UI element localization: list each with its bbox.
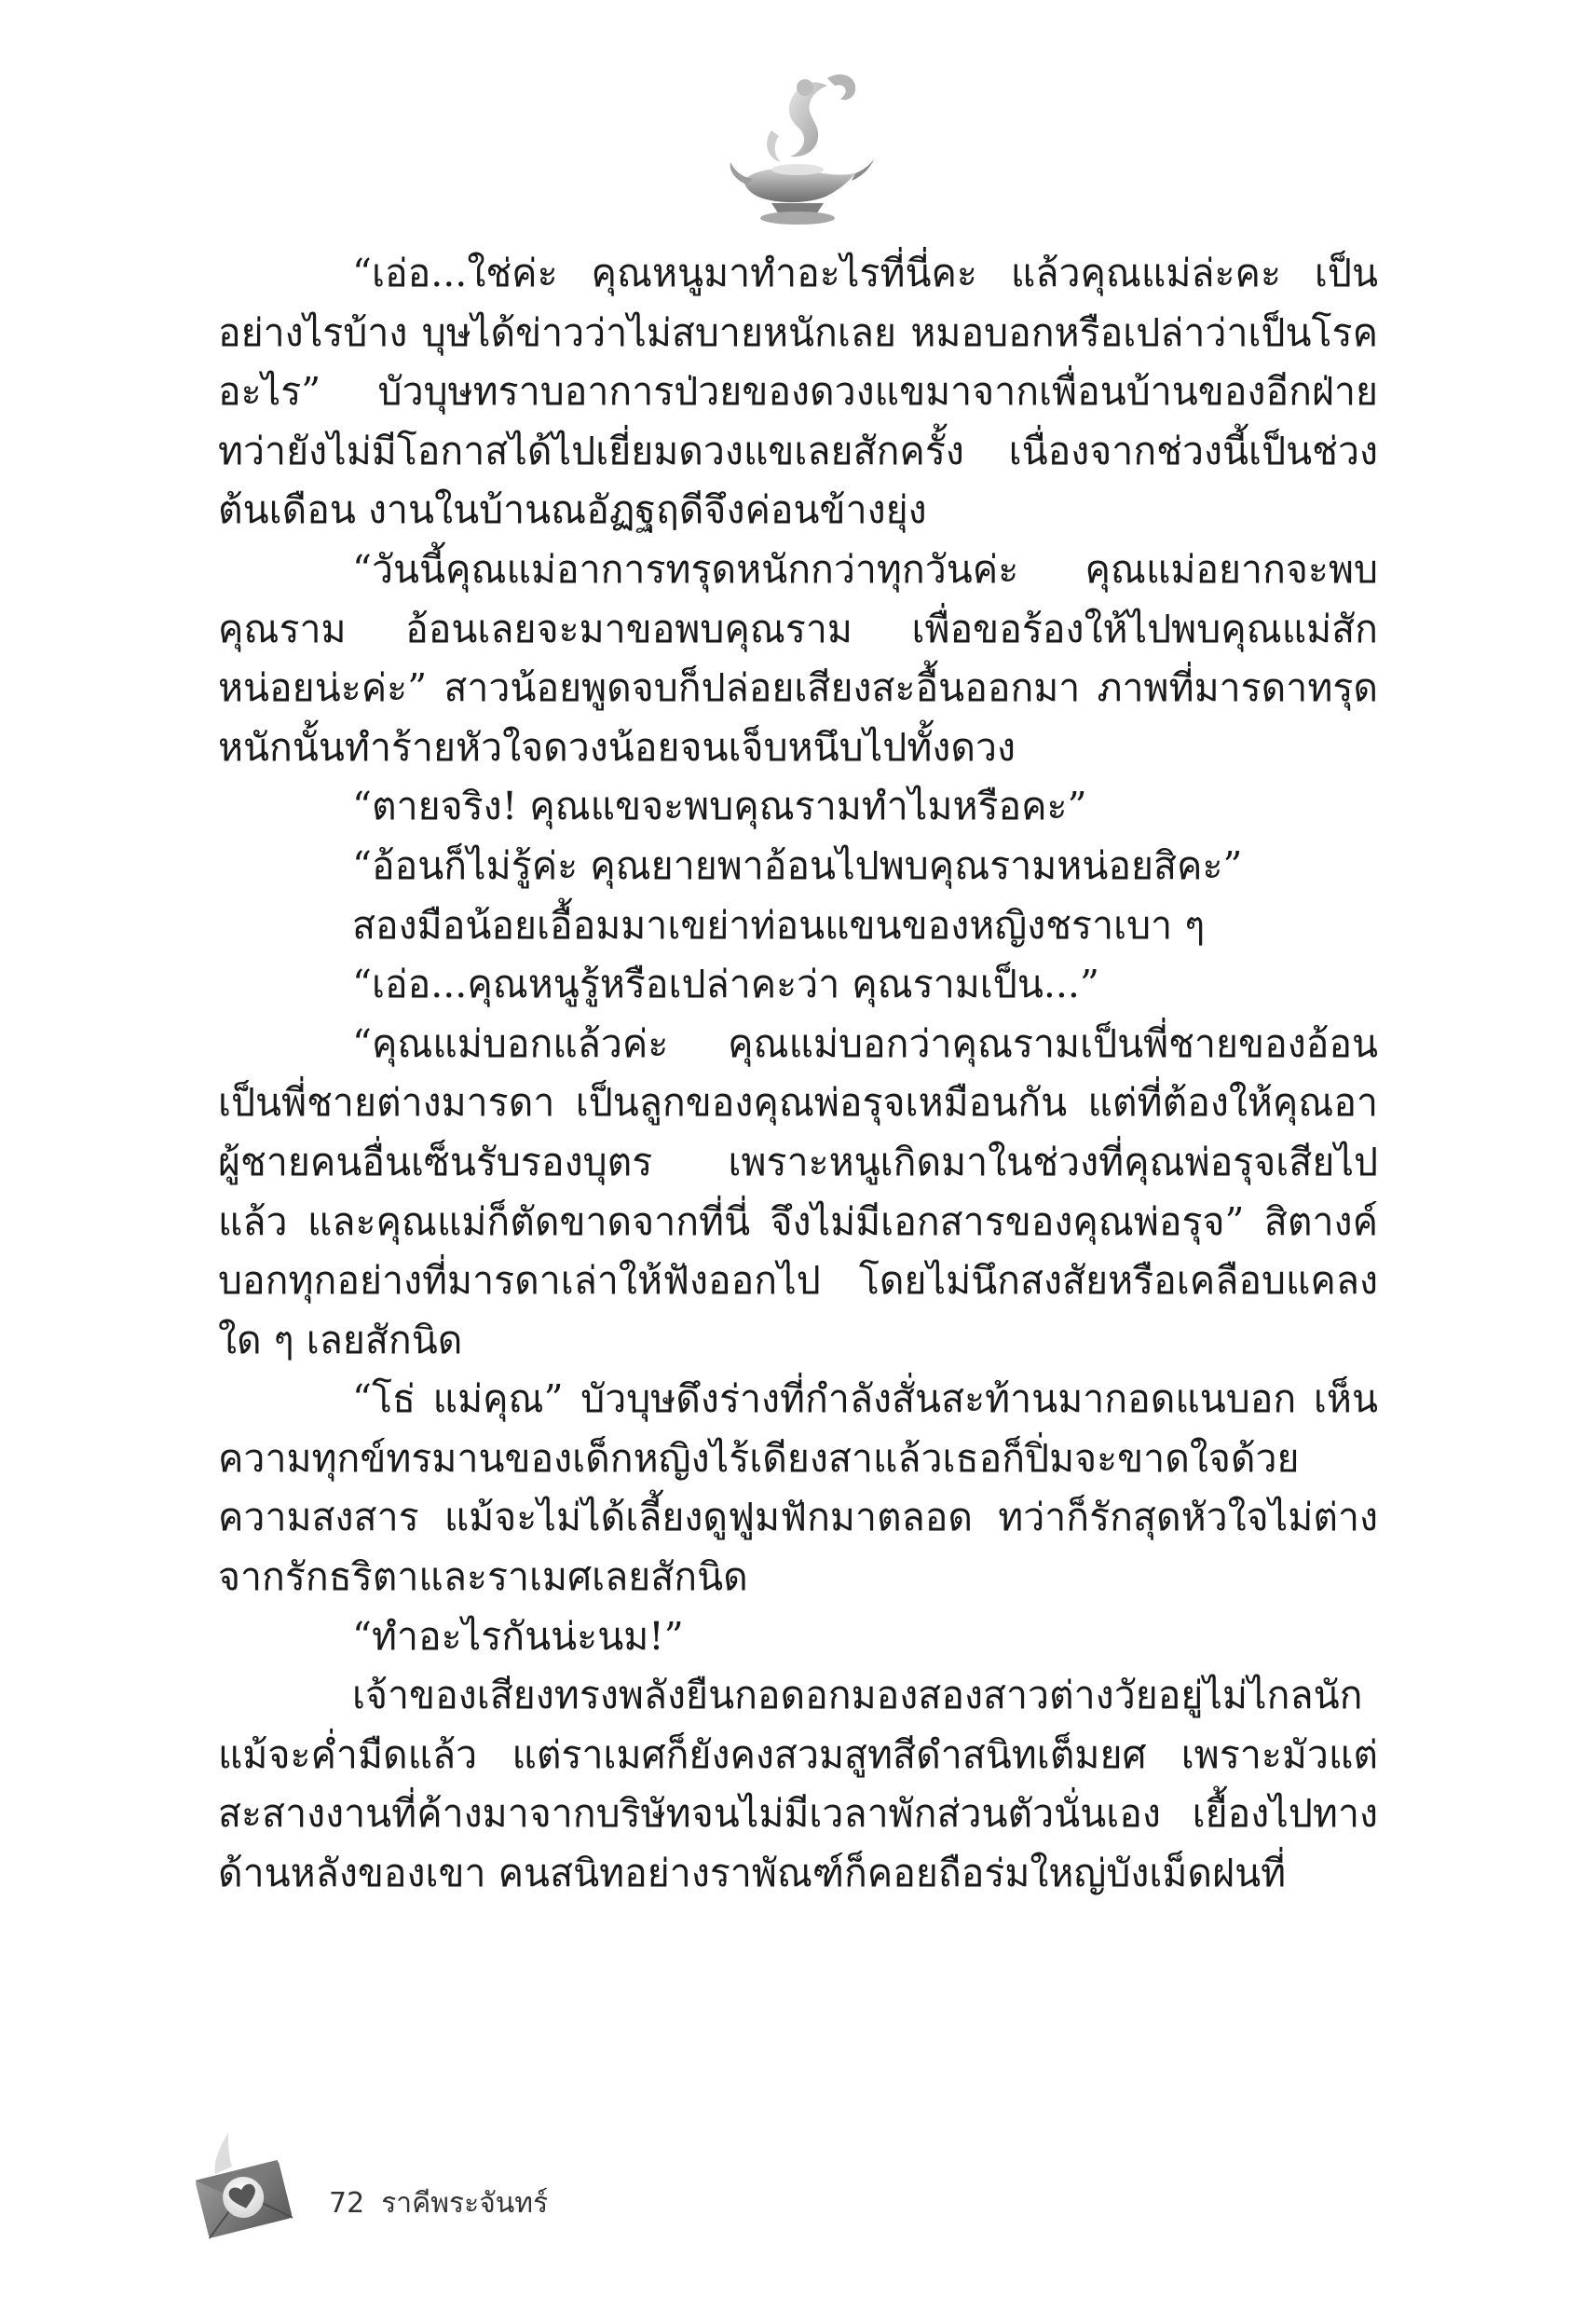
paragraph: เจ้าของเสียงทรงพลังยืนกอดอกมองสองสาวต่างวัยอยู่ไม่ไกลนัก แม้จะค่ำมืดแล้ว แต่ราเมศก็ยังคงสวมสูทสีดำสนิทเต็มยศ เพราะมัวแต่สะสางงานที่ค้างมาจากบริษัทจนไม่มีเวลาพักส่วนตัวนั่นเอง เยื้องไปทางด้านหลังของเขา คนสนิทอย่างราพัณฑ์ก็คอยถือร่มใหญ่บังเม็ดฝนที่ [218, 1673, 1378, 1896]
book-title: ราคีพระจันทร์ [381, 2187, 549, 2220]
page-number: 72 [329, 2187, 365, 2220]
paragraph: “ทำอะไรกันน่ะนม!” [352, 1613, 684, 1659]
paragraph: “ตายจริง! คุณแขจะพบคุณรามทำไมหรือคะ” [352, 784, 1087, 829]
envelope-with-heart-icon [191, 2129, 303, 2241]
footer-text [329, 2181, 565, 2225]
body-text [218, 244, 1378, 1904]
paragraph: “เอ่อ...คุณหนูรู้หรือเปล่าคะว่า คุณรามเป็น...” [352, 962, 1099, 1007]
paragraph: สองมือน้อยเอื้อมมาเขย่าท่อนแขนของหญิงชราเบา ๆ [352, 902, 1206, 948]
paragraph: “อ้อนก็ไม่รู้ค่ะ คุณยายพาอ้อนไปพบคุณรามหน่อยสิคะ” [352, 842, 1243, 888]
page-footer [191, 2129, 750, 2241]
paragraph: “เอ่อ...ใช่ค่ะ คุณหนูมาทำอะไรที่นี่คะ แล้วคุณแม่ล่ะคะ เป็นอย่างไรบ้าง บุษได้ข่าวว่าไม่สบายหนักเลย หมอบอกหรือเปล่าว่าเป็นโรคอะไร” บัวบุษทราบอาการป่วยของดวงแขมาจากเพื่อนบ้านของอีกฝ่าย ทว่ายังไม่มีโอกาสได้ไปเยี่ยมดวงแขเลยสักครั้ง เนื่องจากช่วงนี้เป็นช่วงต้นเดือน งานในบ้านณอัฏฐฤดีจึงค่อนข้างยุ่ง [218, 251, 1378, 533]
paragraph: “โธ่ แม่คุณ” บัวบุษดึงร่างที่กำลังสั่นสะท้านมากอดแนบอก เห็นความทุกข์ทรมานของเด็กหญิงไร้เดียงสาแล้วเธอก็ปิ่มจะขาดใจด้วยความสงสาร แม้จะไม่ได้เลี้ยงดูฟูมฟักมาตลอด ทว่าก็รักสุดหัวใจไม่ต่างจากรักธริตาและราเมศเลยสักนิด [218, 1376, 1378, 1600]
lamp-with-mermaid-icon [716, 65, 883, 242]
paragraph: “วันนี้คุณแม่อาการทรุดหนักกว่าทุกวันค่ะ คุณแม่อยากจะพบคุณราม อ้อนเลยจะมาขอพบคุณราม เพื่อขอร้องให้ไปพบคุณแม่สักหน่อยน่ะค่ะ” สาวน้อยพูดจบก็ปล่อยเสียงสะอื้นออกมา ภาพที่มารดาทรุดหนักนั้นทำร้ายหัวใจดวงน้อยจนเจ็บหนึบไปทั้งดวง [218, 546, 1378, 770]
paragraph: “คุณแม่บอกแล้วค่ะ คุณแม่บอกว่าคุณรามเป็นพี่ชายของอ้อนเป็นพี่ชายต่างมารดา เป็นลูกของคุณพ่อรุจเหมือนกัน แต่ที่ต้องให้คุณอาผู้ชายคนอื่นเซ็นรับรองบุตร เพราะหนูเกิดมาในช่วงที่คุณพ่อรุจเสียไปแล้ว และคุณแม่ก็ตัดขาดจากที่นี่ จึงไม่มีเอกสารของคุณพ่อรุจ” สิตางค์บอกทุกอย่างที่มารดาเล่าให้ฟังออกไป โดยไม่นึกสงสัยหรือเคลือบแคลงใด ๆ เลยสักนิด [218, 1020, 1378, 1362]
